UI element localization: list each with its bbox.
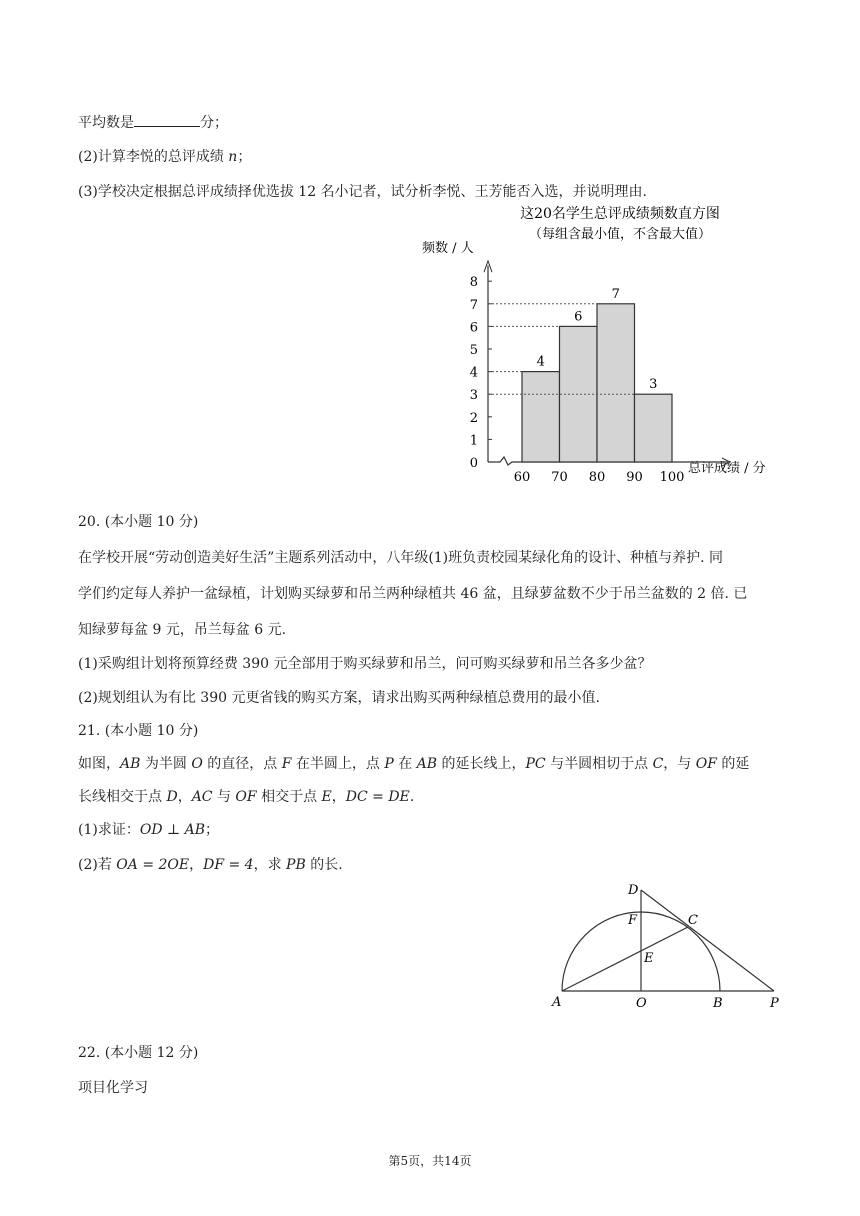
math-term: AB xyxy=(120,756,141,772)
q21-header: 21. (本小题 10 分) xyxy=(78,723,199,739)
text-segment: 在半圆上，点 xyxy=(291,756,385,772)
histogram-bar xyxy=(597,304,635,462)
math-term: OF xyxy=(695,756,717,772)
q21-line-2 xyxy=(78,787,414,807)
chart-title: 这20名学生总评成绩频数直方图 xyxy=(520,206,720,222)
math-term: D xyxy=(166,789,178,805)
y-tick-label: 0 xyxy=(469,456,478,471)
text-segment: . xyxy=(409,789,415,805)
text-segment: ，求 xyxy=(253,857,287,873)
x-tick-label: 70 xyxy=(551,470,568,484)
y-tick-label: 8 xyxy=(469,275,478,291)
text-segment: ， xyxy=(177,789,192,805)
math-term: DC = DE xyxy=(345,789,410,805)
label-B: B xyxy=(713,996,723,1011)
q20-paragraph-line-3: 知绿萝每盆 9 元，吊兰每盆 6 元. xyxy=(78,622,287,638)
page-footer: 第5页，共14页 xyxy=(388,1154,472,1168)
y-tick-label: 4 xyxy=(469,365,478,381)
math-term: AB xyxy=(416,756,438,772)
q20-paragraph-line-1: 在学校开展“劳动创造美好生活”主题系列活动中，八年级(1)班负责校园某绿化角的设计、种植与养护. 同 xyxy=(78,550,724,566)
math-term: OA = 2OE xyxy=(116,857,190,873)
label-A: A xyxy=(552,995,562,1010)
label-E: E xyxy=(644,951,654,966)
math-term: OF xyxy=(235,789,257,805)
q22-header: 22. (本小题 12 分) xyxy=(78,1045,199,1061)
x-tick-label: 80 xyxy=(588,470,606,484)
label-O: O xyxy=(636,996,647,1011)
label-C: C xyxy=(688,913,698,928)
text-segment: 长线相交于点 xyxy=(78,789,167,805)
q20-part2: (2)规划组认为有比 390 元更省钱的购买方案，请求出购买两种绿植总费用的最小值. xyxy=(78,690,600,706)
math-term: DF = 4 xyxy=(203,857,254,873)
text-segment: 与半圆相切于点 xyxy=(545,756,653,772)
semicircle-figure xyxy=(548,876,798,1016)
q19-average-line: 平均数是 分； xyxy=(78,112,228,133)
x-tick-label: 100 xyxy=(659,470,685,484)
text-segment: 相交于点 xyxy=(256,789,322,805)
y-tick-label: 2 xyxy=(469,410,478,426)
y-tick-label: 5 xyxy=(469,343,478,358)
q20-part1: (1)采购组计划将预算经费 390 元全部用于购买绿萝和吊兰，问可购买绿萝和吊兰各多少盆？ xyxy=(78,656,652,672)
text-segment: 如图， xyxy=(78,756,120,772)
answer-blank xyxy=(134,112,200,127)
x-axis-label: 总评成绩 / 分 xyxy=(688,461,766,476)
math-term: E xyxy=(321,789,332,805)
y-tick-label: 6 xyxy=(469,320,478,336)
text-segment: (2)若 xyxy=(78,857,117,873)
text-segment: 的延长线上， xyxy=(437,756,526,772)
q22-subtitle: 项目化学习 xyxy=(78,1080,148,1096)
text-segment: 与 xyxy=(212,789,236,805)
x-tick-label: 60 xyxy=(513,470,531,484)
frequency-histogram xyxy=(408,200,808,484)
text-segment: ； xyxy=(205,822,220,838)
text-segment: 在 xyxy=(393,756,417,772)
label-D: D xyxy=(628,883,639,898)
text-segment: ， xyxy=(331,789,346,805)
math-term: PC xyxy=(525,756,546,772)
y-axis-label: 频数 / 人 xyxy=(422,241,474,256)
text-segment: ，与 xyxy=(663,756,696,772)
q21-part2 xyxy=(78,855,343,875)
math-term: C xyxy=(652,756,664,772)
math-term: O xyxy=(191,756,203,772)
y-tick-label: 1 xyxy=(469,433,478,449)
text-segment: ， xyxy=(189,857,204,873)
math-term: AC xyxy=(191,789,213,805)
text-segment: (1)求证： xyxy=(78,822,140,838)
q21-part1 xyxy=(78,820,219,840)
q20-header: 20. (本小题 10 分) xyxy=(78,514,199,530)
math-term: P xyxy=(384,756,394,772)
bar-value-label: 4 xyxy=(536,354,545,370)
chart-subtitle: （每组含最小值，不含最大值） xyxy=(528,227,712,242)
label-P: P xyxy=(770,996,779,1011)
histogram-bar xyxy=(522,372,560,462)
text-segment: 的直径，点 xyxy=(202,756,282,772)
math-term: OD ⊥ AB xyxy=(139,822,206,838)
x-tick-label: 90 xyxy=(626,470,643,484)
q21-line-1 xyxy=(78,754,749,774)
line-AC xyxy=(562,927,688,991)
y-tick-label: 7 xyxy=(469,297,478,313)
q19-part3: (3)学校决定根据总评成绩择优选拔 12 名小记者，试分析李悦、王芳能否入选，并说明理由. xyxy=(78,184,647,200)
text-segment: 的长. xyxy=(305,857,343,873)
math-term: F xyxy=(281,756,292,772)
math-term: PB xyxy=(286,857,306,873)
bar-value-label: 3 xyxy=(649,377,658,393)
text-segment: 为半圆 xyxy=(140,756,192,772)
q20-paragraph-line-2: 学们约定每人养护一盆绿植，计划购买绿萝和吊兰两种绿植共 46 盆，且绿萝盆数不少于吊兰盆数的 2 倍. 已 xyxy=(78,586,748,602)
q19-part2: (2)计算李悦的总评成绩 n； xyxy=(78,149,252,165)
bar-value-label: 7 xyxy=(611,286,620,302)
bar-value-label: 6 xyxy=(574,309,583,325)
histogram-bar xyxy=(635,394,673,462)
text-segment: 的延 xyxy=(716,756,750,772)
y-tick-label: 3 xyxy=(469,388,478,404)
label-F: F xyxy=(628,913,638,928)
